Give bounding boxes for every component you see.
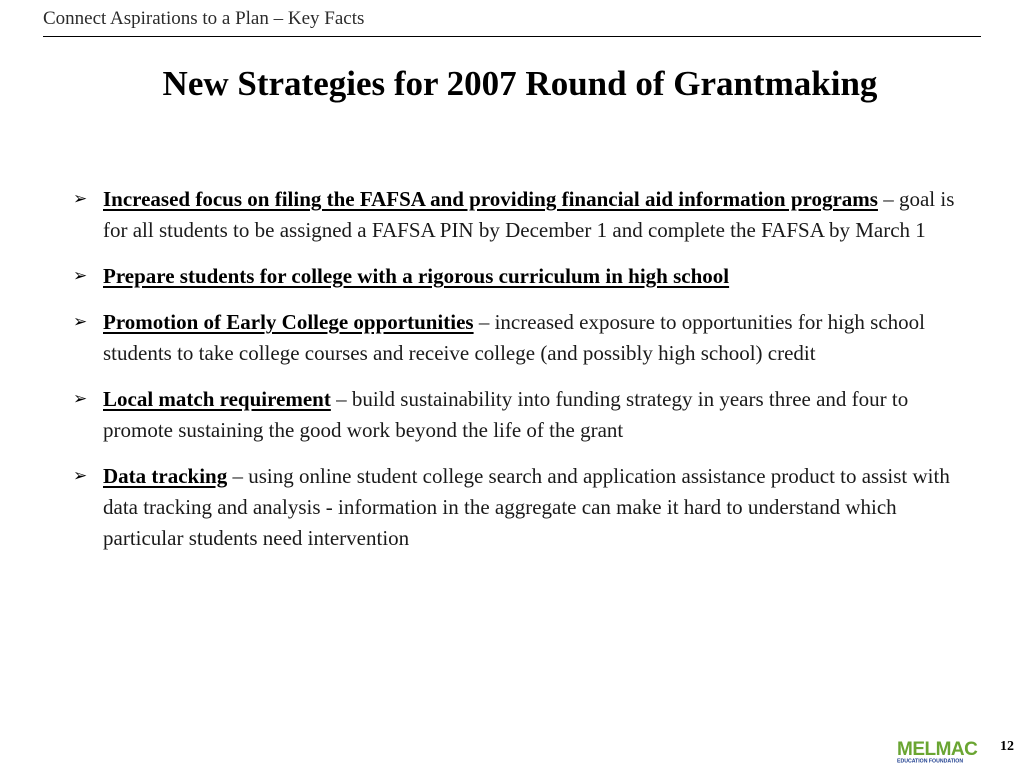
bullet-heading: Prepare students for college with a rigorous curriculum in high school <box>103 264 730 288</box>
bullet-body: – using online student college search and application assistance product to assist with data tracking and analysis - information in the aggregate can make it hard to understand which particular students need intervention <box>103 464 950 550</box>
arrow-bullet-icon: ➢ <box>73 312 88 332</box>
arrow-bullet-icon: ➢ <box>73 266 88 286</box>
bullet-heading: Increased focus on filing the FAFSA and providing financial aid information programs <box>103 187 878 211</box>
logo-tagline: EDUCATION FOUNDATION <box>897 758 964 764</box>
bullet-body: – build sustainability into funding strategy in years three and four to promote sustaining the good work beyond the life of the grant <box>103 387 909 442</box>
bullet-item <box>73 461 958 554</box>
melmac-logo <box>896 738 982 764</box>
arrow-bullet-icon: ➢ <box>73 389 88 409</box>
logo-wordmark: MELMAC <box>897 739 978 760</box>
header-divider <box>43 36 981 37</box>
slide-title: New Strategies for 2007 Round of Grantmaking <box>162 64 878 103</box>
arrow-bullet-icon: ➢ <box>73 189 88 209</box>
bullet-item <box>73 261 958 292</box>
bullet-heading: Promotion of Early College opportunities <box>103 310 474 334</box>
bullet-heading: Data tracking <box>103 464 228 488</box>
bullet-item <box>73 307 958 369</box>
section-header: Connect Aspirations to a Plan – Key Facts <box>43 8 365 29</box>
bullet-item <box>73 184 958 246</box>
bullet-body: – increased exposure to opportunities for high school students to take college courses and receive college (and possibly high school) credit <box>103 310 925 365</box>
bullet-item <box>73 384 958 446</box>
bullet-body: – goal is for all students to be assigned a FAFSA PIN by December 1 and complete the FAFSA by March 1 <box>103 187 955 242</box>
bullet-list <box>73 184 958 569</box>
arrow-bullet-icon: ➢ <box>73 466 88 486</box>
page-number: 12 <box>1000 739 1014 754</box>
bullet-heading: Local match requirement <box>103 387 331 411</box>
